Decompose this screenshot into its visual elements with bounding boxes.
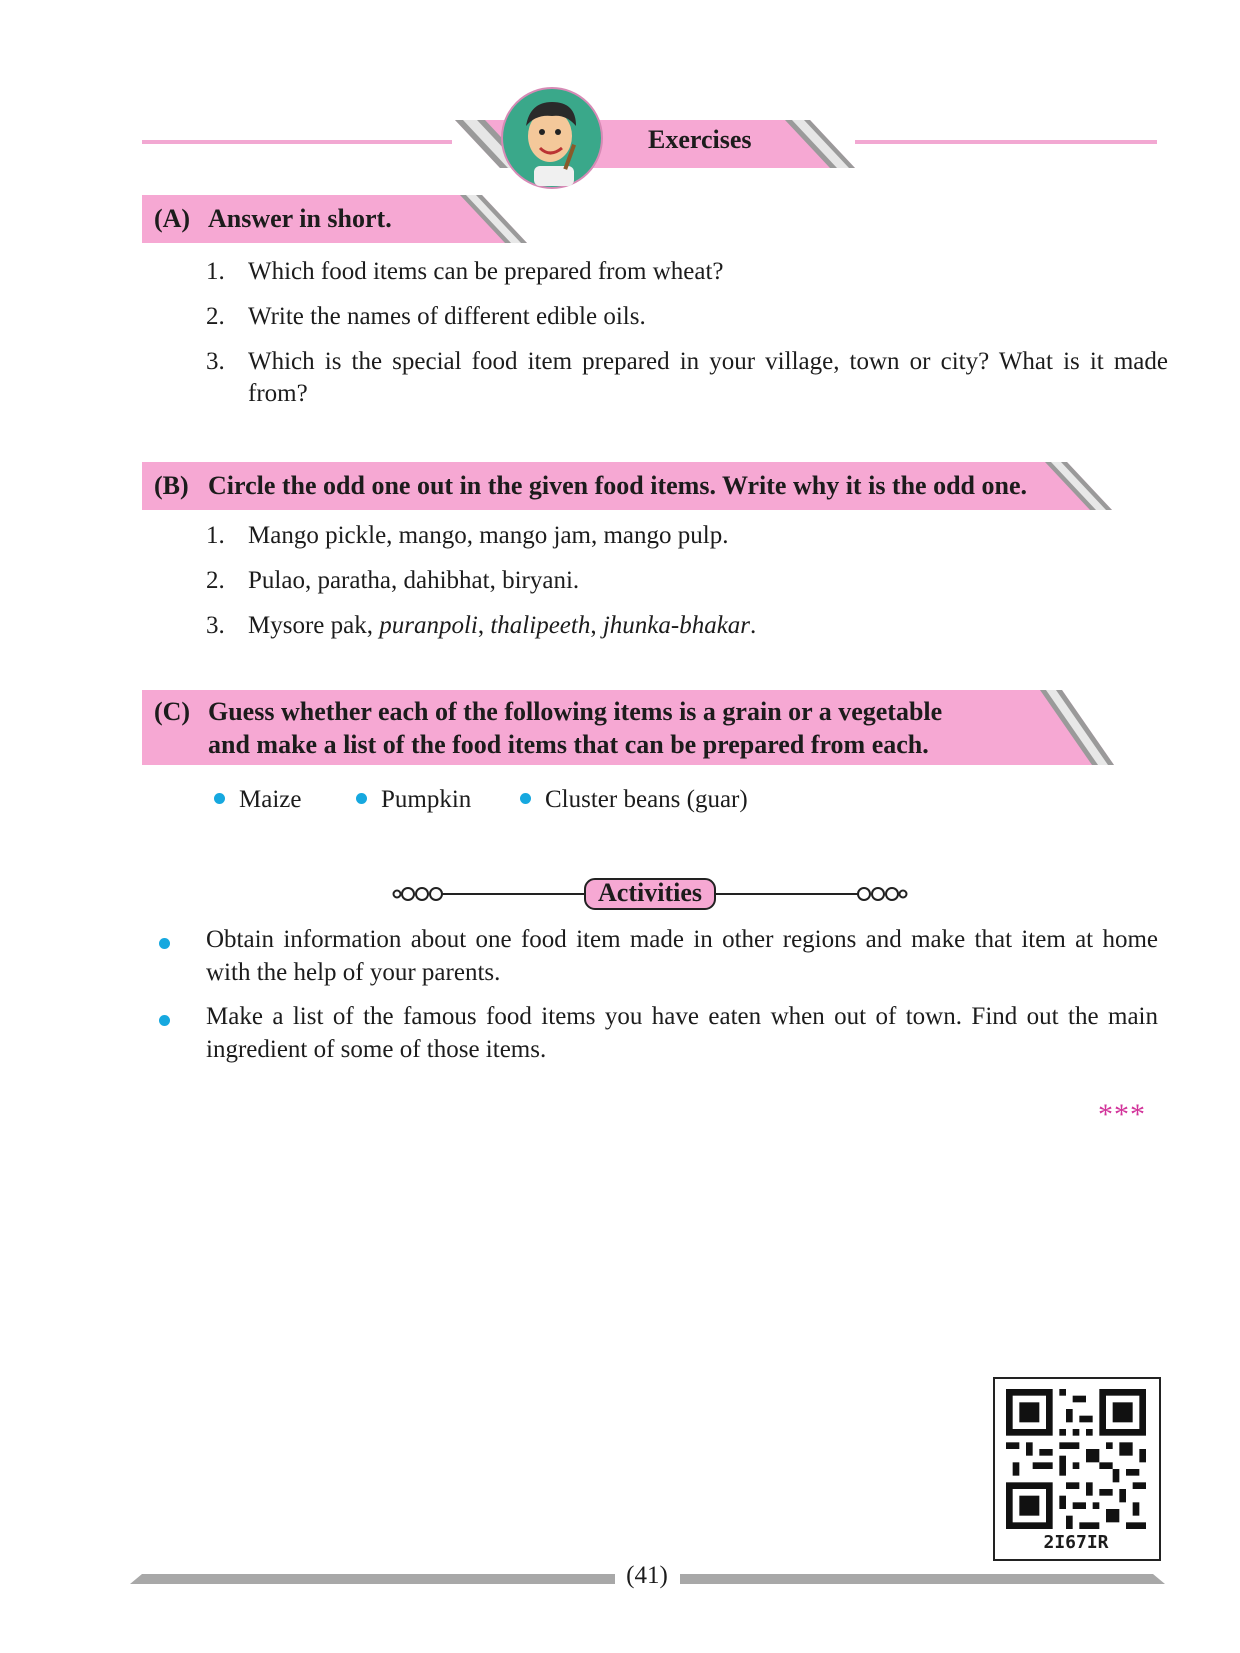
item-number: 3.: [206, 348, 225, 375]
section-c-label: (C): [154, 697, 191, 726]
bullet-dot-icon: [159, 938, 170, 949]
section-a-label: (A): [154, 204, 191, 233]
item-number: 2.: [206, 303, 225, 330]
bullet-text: Pumpkin: [381, 786, 472, 813]
section-c-title-line1: Guess whether each of the following items is a grain or a vegetable: [208, 697, 943, 726]
bullet-dot-icon: [520, 793, 531, 804]
section-c-title-line2: and make a list of the food items that can be prepared from each.: [208, 730, 929, 759]
item-text-italic: thalipeeth: [490, 612, 591, 639]
activities-title: Activities: [598, 878, 702, 907]
item-text: Mango pickle, mango, mango jam, mango pulp.: [248, 522, 729, 549]
end-punctuation: .: [750, 612, 757, 639]
item-text: Which food items can be prepared from wheat?: [248, 258, 724, 285]
item-text: Write the names of different edible oils.: [248, 303, 646, 330]
header-rule-right: [855, 140, 1157, 144]
item-number: 1.: [206, 522, 225, 549]
section-a-banner: [142, 195, 527, 243]
bullet-text: Cluster beans (guar): [545, 786, 748, 813]
footer-rule-right: [680, 1574, 1165, 1584]
item-text: Pulao, paratha, dahibhat, biryani.: [248, 567, 580, 594]
item-text-italic: jhunka-bhakar: [602, 612, 751, 639]
qr-pattern-icon: [1006, 1389, 1146, 1529]
item-number: 3.: [206, 612, 225, 639]
activity-item: Make a list of the famous food items you have eaten when out of town. Find out the main ingredient of some of those items.: [206, 1003, 1158, 1063]
item-text: Which is the special food item prepared in your village, town or city? What is it made from?: [248, 348, 1168, 407]
section-b-label: (B): [154, 471, 189, 500]
separator: ,: [590, 612, 603, 639]
qr-code-text: 2I67IR: [1043, 1532, 1109, 1553]
bullet-item: [214, 786, 301, 814]
bullet-item: [520, 786, 748, 814]
section-a-title: Answer in short.: [208, 204, 392, 233]
item-text-italic: puranpoli: [379, 612, 478, 639]
footer-rule-left: [130, 1574, 615, 1584]
section-b-title: Circle the odd one out in the given food items. Write why it is the odd one.: [208, 471, 1028, 500]
qr-code[interactable]: [993, 1377, 1161, 1561]
item-text-plain: Mysore pak,: [248, 612, 380, 639]
item-number: 1.: [206, 258, 225, 285]
bullet-dot-icon: [356, 793, 367, 804]
bullet-dot-icon: [214, 793, 225, 804]
activity-item: Obtain information about one food item made in other regions and make that item at home with the help of your parents.: [206, 926, 1158, 986]
item-text: [248, 610, 756, 642]
section-b-banner: [142, 462, 1112, 510]
page-number: (41): [626, 1562, 668, 1589]
bullet-item: [356, 786, 471, 814]
page-title: Exercises: [648, 125, 752, 154]
item-number: 2.: [206, 567, 225, 594]
separator: ,: [477, 612, 491, 639]
end-mark: ***: [1098, 1098, 1146, 1131]
bullet-text: Maize: [239, 786, 302, 813]
section-c-banner: [142, 690, 1114, 765]
bullet-dot-icon: [159, 1015, 170, 1026]
boy-eating-avatar-icon: [500, 86, 604, 190]
header-rule-left: [142, 140, 452, 144]
